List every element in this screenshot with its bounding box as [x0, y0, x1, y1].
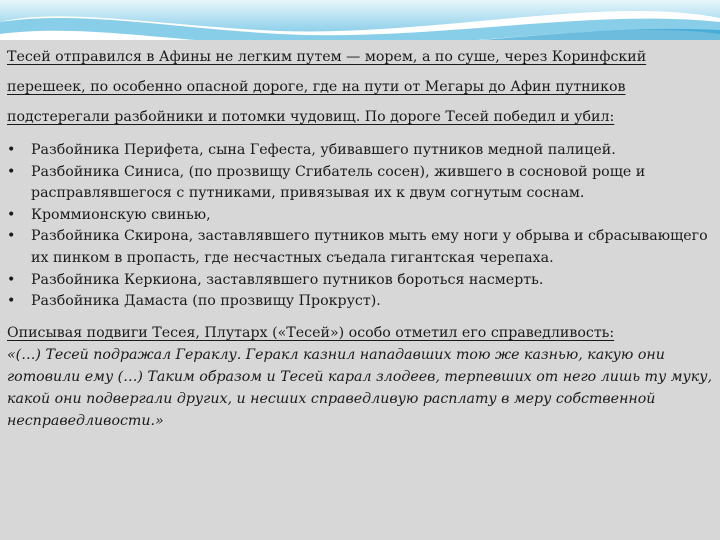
bullet-marker: • — [7, 206, 16, 223]
list-item-text: Разбойника Скирона, заставлявшего путников мыть ему ноги у обрыва и сбрасывающего их пинком в пропасть, где несчастных съедала гигантская черепаха. — [31, 228, 708, 266]
intro-line: Тесей отправился в Афины не легким путем — морем, а по суше, через Коринфский — [7, 49, 647, 65]
intro-paragraph — [7, 42, 713, 132]
list-item — [7, 162, 713, 205]
intro-line: подстерегали разбойники и потомки чудовищ. По дороге Тесей победил и убил: — [7, 109, 615, 125]
list-item-text: Разбойника Керкиона, заставлявшего путников бороться насмерть. — [31, 271, 544, 288]
plutarch-quote: «(…) Тесей подражал Гераклу. Геракл казнил нападавших тою же казнью, какую они готовили ему (…) Таким образом и Тесей карал злодеев, терпевших от него лишь ту муку, какой они подвергали других, и несших справедливую расплату в меру собственной несправедливости.» — [7, 346, 712, 429]
bullet-marker: • — [7, 163, 16, 180]
list-item-text: Разбойника Синиса, (по прозвищу Сгибатель сосен), жившего в сосновой роще и расправлявшегося с путниками, привязывая их к двум согнутым соснам. — [31, 163, 646, 202]
bullet-marker: • — [7, 142, 16, 158]
list-item — [7, 291, 713, 313]
plutarch-heading: Описывая подвиги Тесея, Плутарх («Тесей») особо отметил его справедливость: — [7, 324, 615, 341]
bullet-marker: • — [7, 228, 16, 245]
intro-line: перешеек, по особенно опасной дороге, где на пути от Мегары до Афин путников — [7, 79, 626, 95]
list-item — [7, 140, 713, 162]
list-item-text: Разбойника Перифета, сына Гефеста, убивавшего путников медной палицей. — [31, 142, 616, 158]
bullet-marker: • — [7, 271, 16, 288]
bullet-marker: • — [7, 293, 16, 310]
slide-content — [7, 42, 713, 432]
list-item — [7, 270, 713, 292]
list-item-text: Кроммионскую свинью, — [31, 206, 211, 223]
victims-list — [7, 140, 713, 313]
list-item-text: Разбойника Дамаста (по прозвищу Прокруст). — [31, 293, 381, 310]
list-item — [7, 226, 713, 269]
list-item — [7, 205, 713, 227]
